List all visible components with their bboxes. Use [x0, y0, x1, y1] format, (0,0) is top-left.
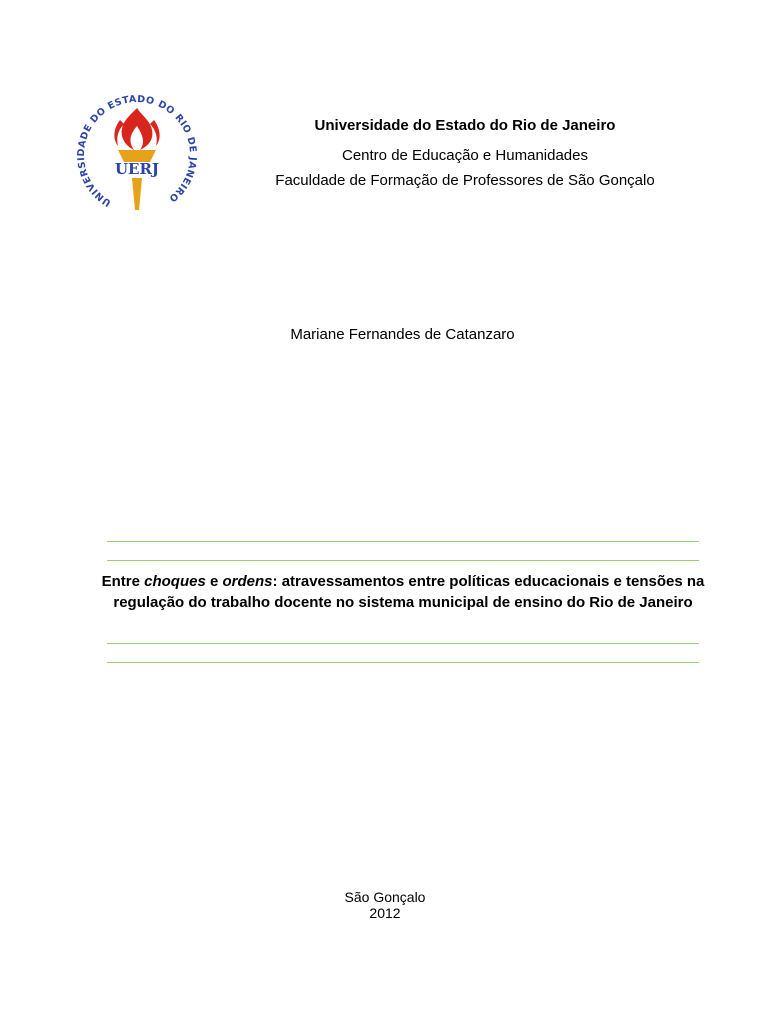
svg-text:UNIVERSIDADE DO ESTADO DO RIO: UNIVERSIDADE DO ESTADO DO RIO DE JANEIRO: [75, 93, 199, 209]
title-part-2: e: [205, 573, 223, 590]
place-and-date: [300, 889, 470, 921]
thesis-title: [100, 571, 706, 613]
logo-acronym: UERJ: [114, 160, 160, 178]
title-italic-choques: choques: [144, 573, 206, 590]
year: 2012: [369, 905, 401, 921]
title-rule-top-1: [107, 541, 699, 542]
title-rule-top-2: [107, 560, 699, 561]
uerj-logo: [72, 90, 202, 220]
faculty-name: Faculdade de Formação de Professores de São Gonçalo: [275, 172, 655, 189]
city: São Gonçalo: [344, 889, 426, 905]
title-part-1: Entre: [101, 573, 145, 590]
title-italic-ordens: ordens: [222, 573, 273, 590]
author-name: Mariane Fernandes de Catanzaro: [290, 326, 515, 343]
center-name: Centro de Educação e Humanidades: [342, 147, 588, 164]
institution-name: Universidade do Estado do Rio de Janeiro: [314, 117, 616, 134]
title-part-3: : atravessamentos entre políticas educacionais e tensões na regulação do trabalho docente no sistema municipal de ensino do Rio de Janeiro: [113, 573, 705, 611]
title-rule-bottom-2: [107, 662, 699, 663]
title-rule-bottom-1: [107, 643, 699, 644]
